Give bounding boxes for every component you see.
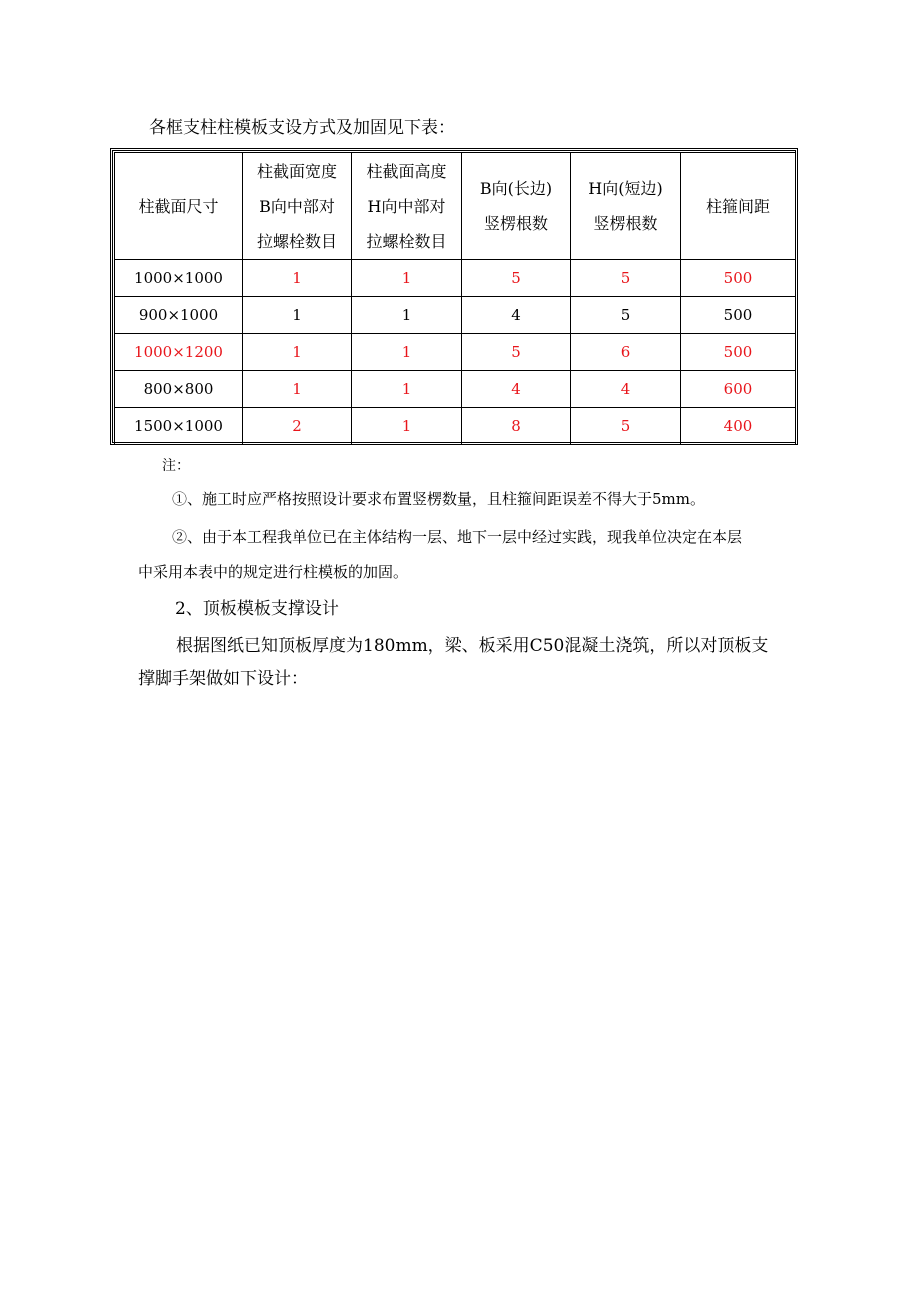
cell-column-size: 900×1000	[115, 297, 243, 334]
cell-h-bolts: 1	[352, 260, 462, 297]
cell-b-studs: 5	[462, 260, 571, 297]
cell-column-size: 1000×1000	[115, 260, 243, 297]
cell-b-bolts: 1	[243, 297, 352, 334]
cell-clamp-spacing: 600	[681, 371, 796, 408]
cell-column-size: 800×800	[115, 371, 243, 408]
cell-h-bolts: 1	[352, 334, 462, 371]
table-header-row	[115, 153, 796, 260]
header-clamp-spacing: 柱箍间距	[681, 153, 796, 260]
cell-clamp-spacing: 400	[681, 408, 796, 445]
cell-h-bolts: 1	[352, 297, 462, 334]
note-item-2-line-2: 中采用本表中的规定进行柱模板的加固。	[138, 563, 409, 581]
cell-h-bolts: 1	[352, 371, 462, 408]
cell-b-bolts: 2	[243, 408, 352, 445]
note-item-2-line-1: ②、由于本工程我单位已在主体结构一层、地下一层中经过实践，现我单位决定在本层	[172, 528, 743, 546]
cell-clamp-spacing: 500	[681, 334, 796, 371]
table-row	[115, 260, 796, 297]
notes-label: 注：	[162, 458, 190, 474]
cell-b-bolts: 1	[243, 334, 352, 371]
cell-clamp-spacing: 500	[681, 297, 796, 334]
table-row	[115, 297, 796, 334]
table-intro-text: 各框支柱柱模板支设方式及加固见下表：	[149, 118, 455, 138]
section-paragraph-line-1: 根据图纸已知顶板厚度为180mm，梁、板采用C50混凝土浇筑，所以对顶板支	[176, 636, 769, 656]
cell-clamp-spacing: 500	[681, 260, 796, 297]
cell-h-studs: 4	[571, 371, 681, 408]
cell-b-bolts: 1	[243, 260, 352, 297]
cell-h-studs: 5	[571, 297, 681, 334]
header-b-direction-studs: B向(长边) 竖楞根数	[462, 153, 571, 260]
cell-h-studs: 6	[571, 334, 681, 371]
header-b-direction-bolts: 柱截面宽度 B向中部对 拉螺栓数目	[243, 153, 352, 260]
table-row	[115, 408, 796, 445]
section-paragraph-line-2: 撑脚手架做如下设计：	[138, 669, 308, 689]
header-h-direction-bolts: 柱截面高度 H向中部对 拉螺栓数目	[352, 153, 462, 260]
cell-b-bolts: 1	[243, 371, 352, 408]
cell-h-bolts: 1	[352, 408, 462, 445]
cell-b-studs: 5	[462, 334, 571, 371]
header-h-direction-studs: H向(短边) 竖楞根数	[571, 153, 681, 260]
table-row	[115, 371, 796, 408]
cell-h-studs: 5	[571, 408, 681, 445]
section-title: 2、顶板模板支撑设计	[175, 599, 339, 619]
table-row	[115, 334, 796, 371]
header-column-size: 柱截面尺寸	[115, 153, 243, 260]
cell-b-studs: 4	[462, 297, 571, 334]
cell-b-studs: 4	[462, 371, 571, 408]
reinforcement-table-frame	[110, 148, 798, 445]
note-item-1: ①、施工时应严格按照设计要求布置竖楞数量，且柱箍间距误差不得大于5mm。	[172, 490, 705, 508]
cell-column-size: 1000×1200	[115, 334, 243, 371]
cell-column-size: 1500×1000	[115, 408, 243, 445]
cell-h-studs: 5	[571, 260, 681, 297]
column-formwork-table	[114, 152, 796, 445]
cell-b-studs: 8	[462, 408, 571, 445]
